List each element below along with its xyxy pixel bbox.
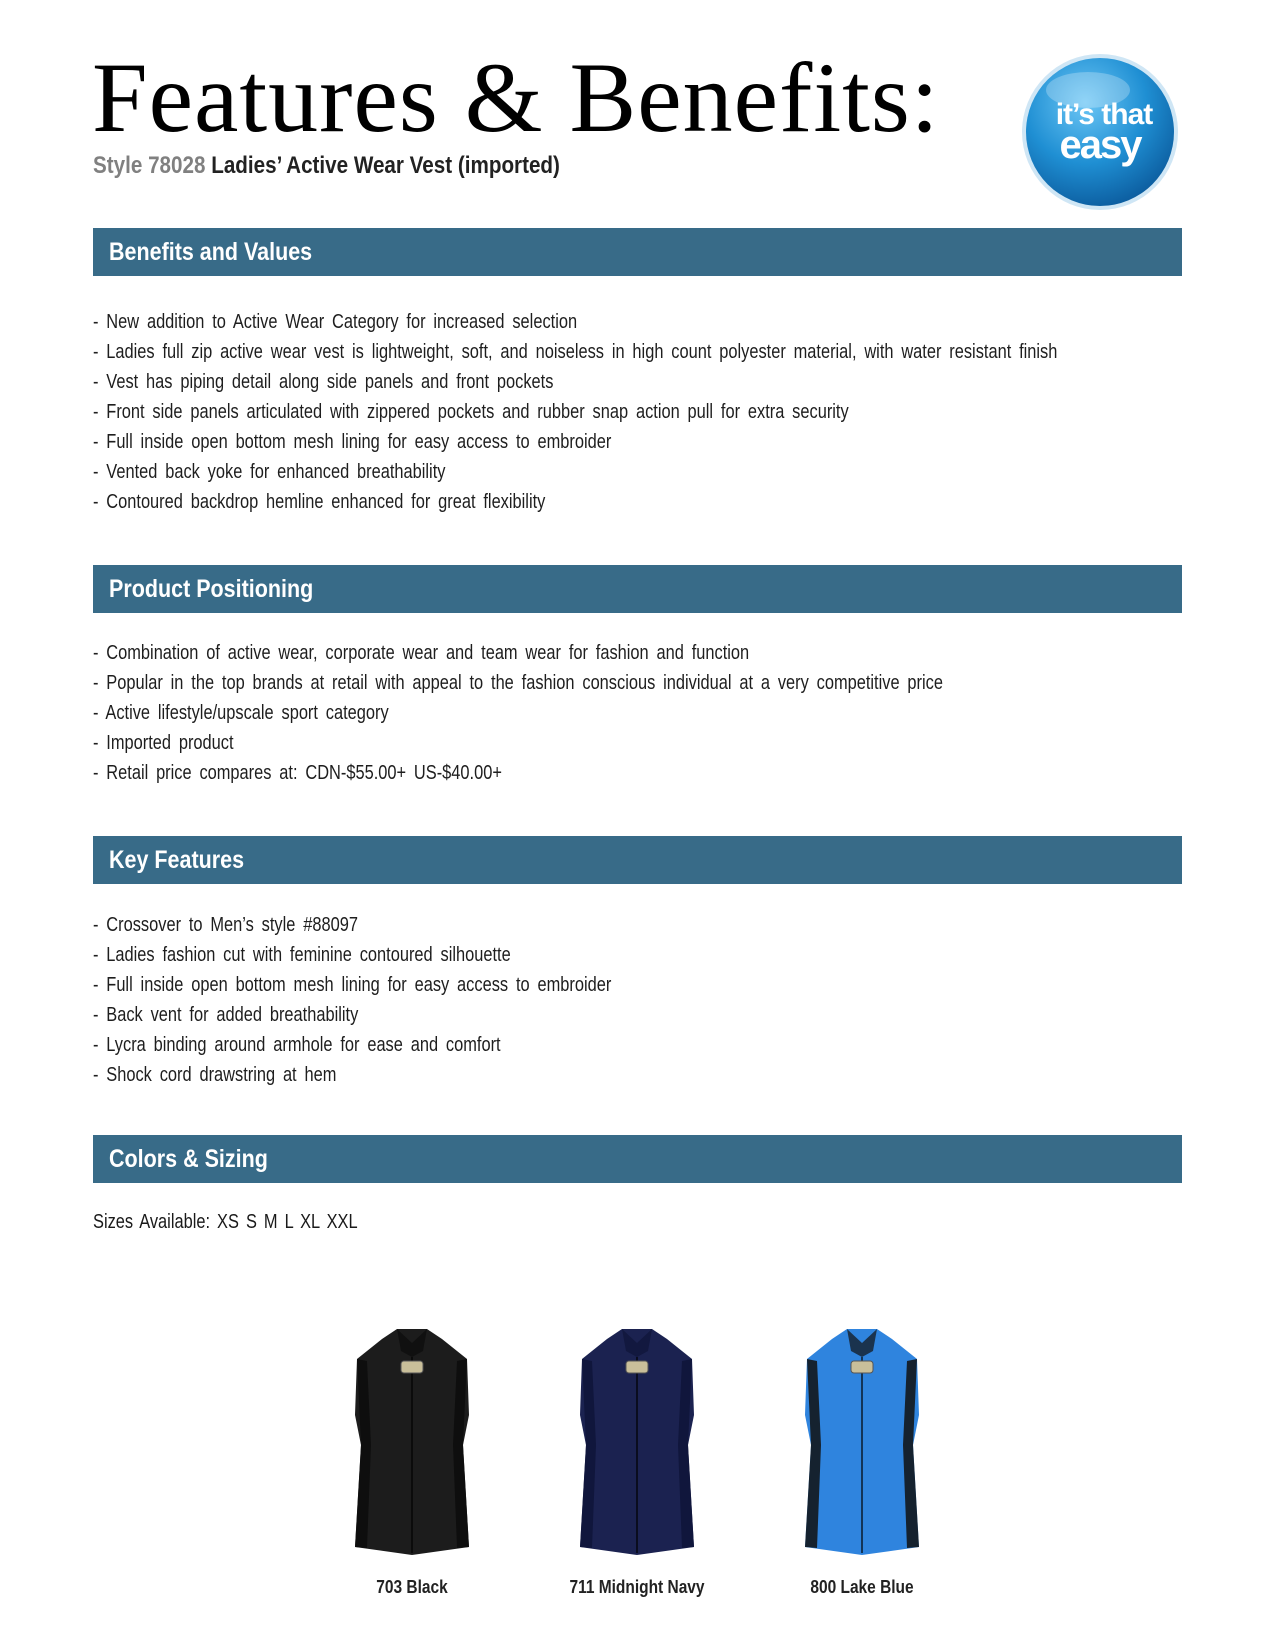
list-item: - Contoured backdrop hemline enhanced for great flexibility: [93, 491, 546, 513]
page-title: Features & Benefits:: [92, 42, 940, 153]
section-heading: Colors & Sizing: [109, 1145, 268, 1173]
section-header-benefits: [93, 228, 1182, 276]
list-item: - Shock cord drawstring at hem: [93, 1064, 337, 1086]
list-item: - Ladies fashion cut with feminine contoured silhouette: [93, 944, 511, 966]
vest-black-image: [337, 1325, 487, 1565]
list-item: - Lycra binding around armhole for ease and comfort: [93, 1034, 501, 1056]
vest-midnight-navy-image: [562, 1325, 712, 1565]
list-item: - Back vent for added breathability: [93, 1004, 359, 1026]
logo-line1: it’s that: [1055, 98, 1153, 131]
list-item: - Popular in the top brands at retail with appeal to the fashion conscious individual at a very competitive price: [93, 672, 943, 694]
color-swatch: [547, 1325, 727, 1598]
sizes-available: Sizes Available: XS S M L XL XXL: [93, 1211, 358, 1233]
color-swatch: [772, 1325, 952, 1598]
list-item: - Combination of active wear, corporate wear and team wear for fashion and function: [93, 642, 750, 664]
list-item: - Ladies full zip active wear vest is lightweight, soft, and noiseless in high count polyester material, with water resistant finish: [93, 341, 1058, 363]
section-heading: Product Positioning: [109, 575, 314, 603]
list-item: - Active lifestyle/upscale sport category: [93, 702, 389, 724]
benefits-list: [93, 307, 1269, 517]
product-name: Ladies’ Active Wear Vest (imported): [211, 152, 560, 179]
section-heading: Benefits and Values: [109, 238, 313, 266]
positioning-list: [93, 638, 1130, 788]
list-item: - New addition to Active Wear Category for increased selection: [93, 311, 578, 333]
list-item: - Retail price compares at: CDN-$55.00+ US-$40.00+: [93, 762, 502, 784]
color-label: 703 Black: [376, 1577, 448, 1597]
list-item: - Full inside open bottom mesh lining for easy access to embroider: [93, 974, 612, 996]
section-header-key-features: [93, 836, 1182, 884]
list-item: - Crossover to Men’s style #88097: [93, 914, 358, 936]
list-item: - Vest has piping detail along side panels and front pockets: [93, 371, 554, 393]
section-heading: Key Features: [109, 846, 245, 874]
product-subtitle: [93, 152, 560, 180]
logo-line2: easy: [1059, 123, 1141, 167]
section-header-positioning: [93, 565, 1182, 613]
key-features-list: [93, 910, 725, 1090]
section-header-colors-sizing: [93, 1135, 1182, 1183]
color-label: 711 Midnight Navy: [569, 1577, 705, 1597]
color-swatch: [322, 1325, 502, 1598]
list-item: - Front side panels articulated with zippered pockets and rubber snap action pull for extra security: [93, 401, 849, 423]
color-label: 800 Lake Blue: [810, 1577, 914, 1597]
list-item: - Imported product: [93, 732, 234, 754]
style-code: Style 78028: [93, 152, 206, 179]
vest-lake-blue-image: [787, 1325, 937, 1565]
list-item: - Full inside open bottom mesh lining for easy access to embroider: [93, 431, 612, 453]
its-that-easy-badge-icon: [1020, 52, 1180, 212]
list-item: - Vented back yoke for enhanced breathability: [93, 461, 446, 483]
